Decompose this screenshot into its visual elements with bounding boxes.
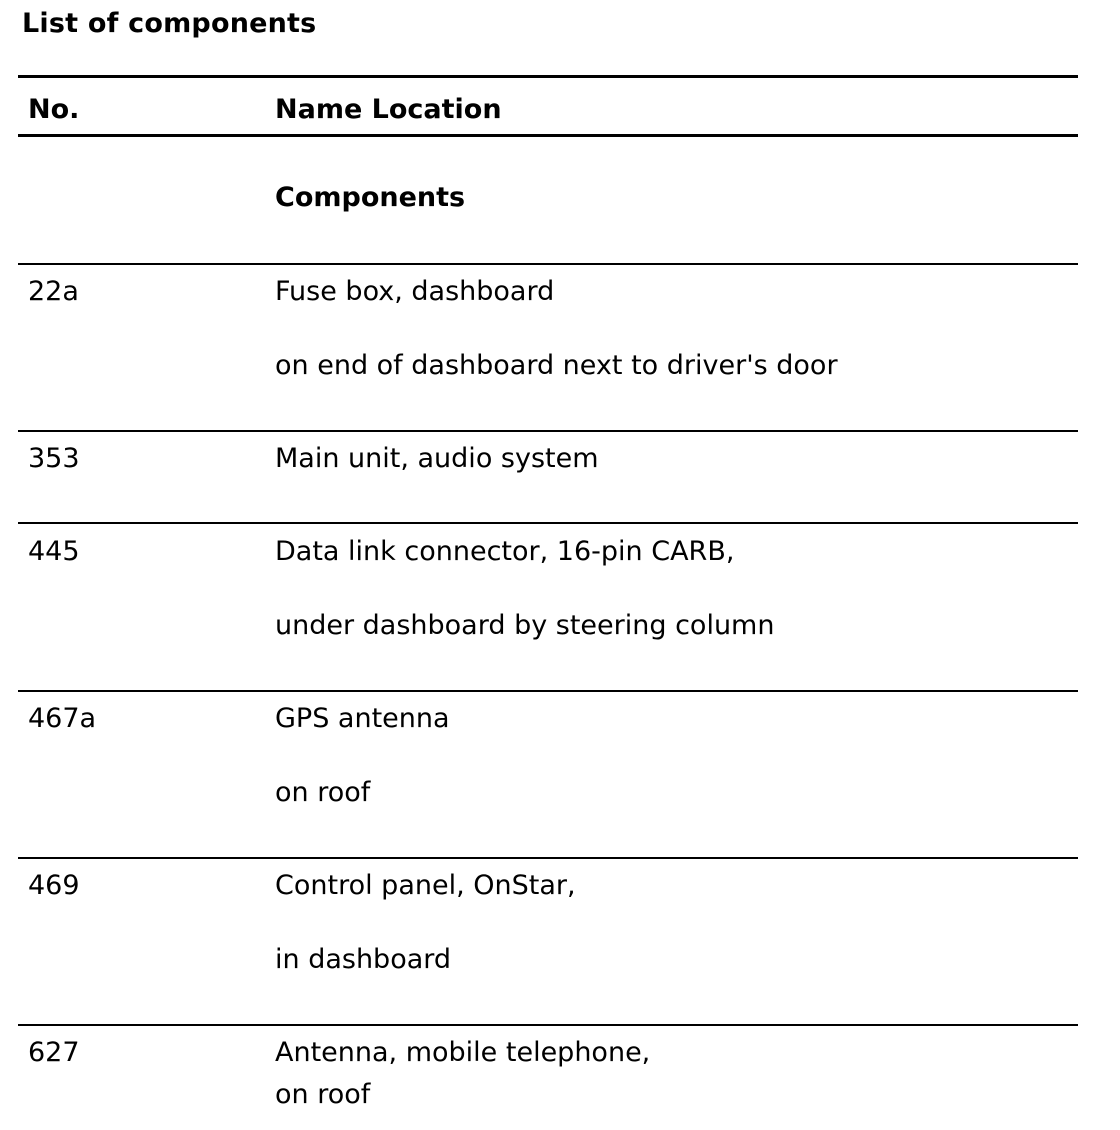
component-number: 445	[28, 536, 80, 567]
component-location: under dashboard by steering column	[275, 610, 775, 641]
header-no: No.	[28, 94, 80, 125]
section-label: Components	[275, 182, 466, 213]
row-divider	[18, 522, 1078, 524]
component-location: in dashboard	[275, 944, 452, 975]
row-divider	[18, 857, 1078, 859]
component-name: Data link connector, 16-pin CARB,	[275, 536, 735, 567]
component-number: 467a	[28, 703, 97, 734]
component-location: on roof	[275, 1079, 371, 1110]
component-name: Main unit, audio system	[275, 443, 599, 474]
component-number: 627	[28, 1037, 80, 1068]
section-rule	[18, 263, 1078, 265]
page-title: List of components	[22, 8, 317, 39]
component-name: Control panel, OnStar,	[275, 870, 576, 901]
component-location: on roof	[275, 777, 371, 808]
component-name: Fuse box, dashboard	[275, 276, 555, 307]
component-name: GPS antenna	[275, 703, 450, 734]
component-number: 353	[28, 443, 80, 474]
component-number: 469	[28, 870, 80, 901]
component-name: Antenna, mobile telephone,	[275, 1037, 651, 1068]
table-top-rule	[18, 75, 1078, 78]
row-divider	[18, 1024, 1078, 1026]
component-number: 22a	[28, 276, 79, 307]
row-divider	[18, 430, 1078, 432]
row-divider	[18, 690, 1078, 692]
header-bottom-rule	[18, 134, 1078, 137]
header-name-location: Name Location	[275, 94, 502, 125]
component-location: on end of dashboard next to driver's door	[275, 350, 838, 381]
